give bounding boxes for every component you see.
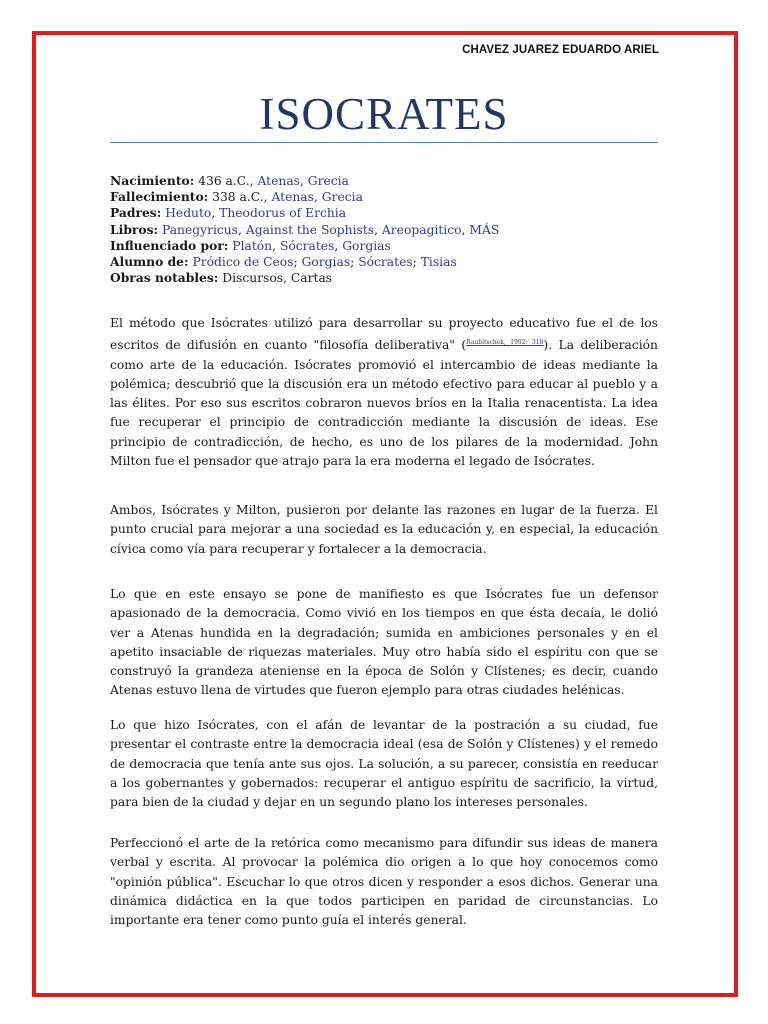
link-gorgias[interactable]: Gorgias — [342, 238, 391, 253]
citation-link[interactable]: Raubitschek, 1992: 318 — [466, 339, 544, 347]
link-against-sophists[interactable]: Against the Sophists — [245, 222, 375, 237]
paragraph-2: Ambos, Isócrates y Milton, pusieron por delante las razones en lugar de la fuerza. El punto crucial para mejorar a una sociedad es la educación y, en especial, la educación cívica como vía para recuperar y fortalecer a la democracia. — [110, 503, 658, 556]
paragraph-1: El método que Isócrates utilizó para desarrollar su proyecto educativo fue el de los escritos de difusión en cuanto "filosofía deliberativa" ($^{Raubitschek, 1992: 318}$). La deliberación como arte de la educación. Isócrates promovió el intercambio de ideas mediante la polémica; descubrió que la discusión era un método efectivo para educar al pueblo y a las élites. Por eso sus escritos cobraron nuevos bríos en la Italia renacentista. La idea fue recuperar el principio de contradicción mediante la discusión de ideas. Ese principio de contradicción, de hecho, es uno de los pilares de la modernidad. John Milton fue el pensador que atrajo para la era moderna el legado de Isócrates. — [110, 316, 658, 469]
link-platon[interactable]: Platón — [232, 238, 273, 253]
infobox — [110, 173, 658, 286]
link-grecia[interactable]: Grecia — [307, 174, 349, 188]
info-row-libros: Libros: Panegyricus, Against the Sophists, Areopagitico, MÁS — [110, 221, 500, 237]
link-atenas[interactable]: Atenas — [257, 174, 300, 188]
info-row-influenciado: Influenciado por: Platón, Sócrates, Gorgias — [110, 237, 391, 253]
paragraph-3: Lo que en este ensayo se pone de manifiesto es que Isócrates fue un defensor apasionado de la democracia. Como vivió en los tiempos en que ésta decaía, le dolió ver a Atenas hundida en la degradación; sumida en ambiciones personales y en el apetito insaciable de riquezas materiales. Muy otro había sido el espíritu con que se construyó la grandeza ateniense en la época de Solón y Clístenes; es decir, cuando Atenas estuvo llena de virtudes que fueron ejemplo para otras ciudades helénicas. — [110, 587, 658, 698]
link-tisias[interactable]: Tisias — [420, 255, 457, 270]
info-label: Nacimiento — [110, 173, 190, 188]
author-name: CHAVEZ JUAREZ EDUARDO ARIEL — [462, 44, 659, 56]
info-row-nacimiento: Nacimiento: 436 a.C., Atenas, Grecia — [110, 173, 349, 188]
link-gorgias[interactable]: Gorgias — [301, 255, 351, 270]
info-value: 338 a.C., — [212, 190, 268, 205]
page-title: ISOCRATES — [259, 89, 509, 139]
info-row-fallecimiento: Fallecimiento: 338 a.C., Atenas, Grecia — [110, 189, 363, 205]
paragraph-5: Perfeccionó el arte de la retórica como mecanismo para difundir sus ideas de manera verbal y escrita. Al provocar la polémica dio origen a lo que hoy conocemos como "opinión pública". Escuchar lo que otros dicen y responder a esos dichos. Generar una dinámica didáctica en la que todos participen en paridad de circunstancias. Lo importante era tener como punto guía el interés general. — [110, 836, 658, 928]
info-value: Discursos, Cartas — [222, 271, 333, 286]
link-mas[interactable]: MÁS — [469, 222, 500, 237]
link-socrates[interactable]: Sócrates — [358, 255, 413, 270]
link-areopagitico[interactable]: Areopagitico — [381, 222, 462, 237]
link-panegyricus[interactable]: Panegyricus — [162, 222, 238, 237]
link-prodico[interactable]: Pródico de Ceos — [192, 255, 294, 270]
info-row-padres: Padres: Heduto, Theodorus of Erchia — [110, 205, 347, 221]
info-label: Libros — [110, 221, 154, 237]
info-label: Influenciado por — [110, 237, 224, 253]
info-label: Obras notables — [110, 270, 214, 286]
link-socrates[interactable]: Sócrates — [279, 238, 335, 253]
info-label: Fallecimiento — [110, 189, 204, 205]
info-value: 436 a.C., — [198, 174, 254, 188]
link-heduto[interactable]: Heduto — [165, 206, 212, 221]
paragraph-4: Lo que hizo Isócrates, con el afán de levantar de la postración a su ciudad, fue presentar el contraste entre la democracia ideal (esa de Solón y Clístenes) y el remedo de democracia que tenía ante sus ojos. La solución, a su parecer, consistía en reeducar a los gobernantes y gobernados: recuperar el antiguo espíritu de sacrificio, la virtud, para bien de la ciudad y dejar en un segundo plano los intereses personales. — [110, 718, 658, 810]
link-grecia[interactable]: Grecia — [321, 190, 363, 205]
info-label: Alumno de — [110, 254, 185, 270]
info-label: Padres — [110, 205, 157, 221]
title-divider — [110, 142, 658, 143]
info-row-alumno: Alumno de: Pródico de Ceos; Gorgias; Sócrates; Tisias — [110, 254, 457, 270]
link-theodorus[interactable]: Theodorus of Erchia — [219, 206, 347, 221]
info-row-obras: Obras notables: Discursos, Cartas — [110, 270, 333, 286]
link-atenas[interactable]: Atenas — [271, 190, 314, 205]
